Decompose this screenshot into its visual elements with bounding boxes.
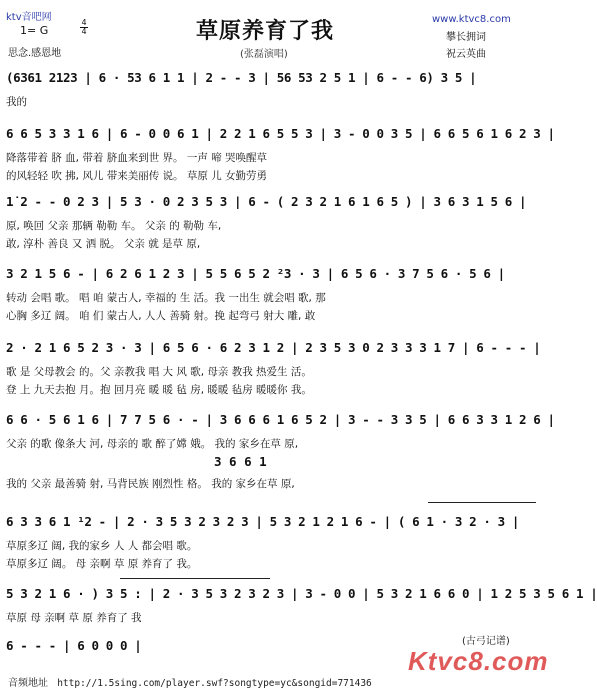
lyric-row-5b: 登 上 九天去抱 月。抱 回月亮 暖 暖 毡 房, 暖暖 毡房 暖暖你 我。: [6, 384, 312, 396]
lyric-row-2a: 降落带着 脐 血, 带着 脐血来到世 界。 一声 啼 哭唤醒草: [6, 152, 268, 164]
lyric-row-3b: 敢, 淳朴 善良 又 洒 脱。 父亲 就 是草 原,: [6, 238, 201, 250]
lyric-row-6a: 父亲 的歌 像条大 河, 母亲的 歌 醉了嫦 娥。 我的 家乡在草 原,: [6, 438, 299, 450]
time-signature: [80, 19, 88, 36]
audio-label: 音频地址: [8, 678, 48, 689]
singer: (张磊演唱): [240, 49, 288, 60]
lyric-row-4a: 转动 会唱 歌。 唱 咱 蒙古人, 幸福的 生 活。我 一出生 就会唱 歌, 那: [6, 292, 326, 304]
lyric-row-1: 我的: [6, 96, 27, 108]
notation-row-1: (6361 2123 | 6 · 53 6 1 1 | 2 - - 3 | 56 53 2 5 1 | 6 - - 6) 3 5 |: [6, 70, 477, 85]
ktvc8-logo: Ktvc8.com: [408, 646, 549, 676]
composer: 祝云英曲: [446, 49, 486, 60]
notation-row-8: 5 3 2 1 6 · ) 3 5 : | 2 · 3 5 3 2 3 2 3 | 3 - 0 0 | 5 3 2 1 6 6 0 | 1 2 5 3 5 6 1 |: [6, 586, 597, 601]
notation-credit: (古弓记谱): [462, 636, 510, 647]
lyric-row-5a: 歌 是 父母教会 的。父 亲教我 唱 大 风 歌, 母亲 教我 热爱生 活。: [6, 366, 312, 378]
lyricist: 攀长拥词: [446, 32, 486, 43]
key-signature: 1= G: [20, 24, 49, 37]
lyric-row-7b: 草原多辽 阔。 母 亲啊 草 原 养育了 我。: [6, 558, 198, 570]
notation-row-5: 2 · 2 1 6 5 2 3 · 3 | 6 5 6 · 6 2 3 1 2 | 2 3 5 3 0 2 3 3 3 1 7 | 6 - - - |: [6, 340, 541, 355]
audio-url[interactable]: http://1.5sing.com/player.swf?songtype=yc&songid=771436: [57, 678, 372, 689]
site-name-left[interactable]: ktv音吧网: [6, 12, 52, 23]
lyric-row-8a: 草原 母 亲啊 草 原 养育了 我: [6, 612, 142, 624]
notation-row-7: 6 3 3 6 1 ¹2 - | 2 · 3 5 3 2 3 2 3 | 5 3 2 1 2 1 6 - | ( 6 1 · 3 2 · 3 |: [6, 514, 520, 529]
lyric-row-6b: 我的 父亲 最善骑 射, 马背民族 刚烈性 格。 我的 家乡在草 原,: [6, 478, 295, 490]
audio-address[interactable]: [8, 674, 372, 689]
lyric-row-3a: 原, 唤回 父亲 那辆 勒勒 车。 父亲 的 勒勒 车,: [6, 220, 222, 232]
song-title: 草原养育了我: [196, 18, 335, 44]
dedication: 思念.感恩地: [8, 48, 62, 59]
notation-row-9: 6 - - - | 6 0 0 0 |: [6, 638, 142, 653]
lyric-row-7a: 草原多辽 阔, 我的家乡 人 人 都会唱 歌。: [6, 540, 198, 552]
time-signature-bottom: 4: [81, 27, 87, 36]
lyric-row-4b: 心胸 多辽 阔。 咱 们 蒙古人, 人人 善骑 射。挽 起弯弓 射大 雕, 敢: [6, 310, 316, 322]
volta-line-2: [120, 578, 270, 579]
notation-row-3: 1̇ 2 - - 0 2 3 | 5 3 · 0 2 3 5 3 | 6 - ( 2 3 2 1 6 1 6 5 ) | 3 6 3 1 5 6 |: [6, 194, 527, 209]
lyric-row-2b: 的风轻轻 吹 拂, 风儿 带来美丽传 说。 草原 儿 女勤劳勇: [6, 170, 268, 182]
notation-row-6: 6 6 · 5 6 1 6 | 7 7 5 6 · - | 3 6 6 6 1 6 5 2 | 3 - - 3 3 5 | 6 6 3 3 1 2 6 |: [6, 412, 555, 427]
notation-row-2: 6 6 5 3 3 1 6 | 6 - 0 0 6 1 | 2 2 1 6 5 5 3 | 3 - 0 0 3 5 | 6 6 5 6 1 6 2 3 |: [6, 126, 555, 141]
site-url-right[interactable]: www.ktvc8.com: [432, 14, 511, 25]
volta-line-1: [428, 502, 536, 503]
notation-row-4: 3 2 1 5 6 - | 6 2 6 1 2 3 | 5 5 6 5 2 ²3 · 3 | 6 5 6 · 3 7 5 6 · 5 6 |: [6, 266, 505, 281]
notation-insert: 3 6 6 1: [214, 454, 267, 469]
time-signature-top: 4: [81, 18, 87, 27]
